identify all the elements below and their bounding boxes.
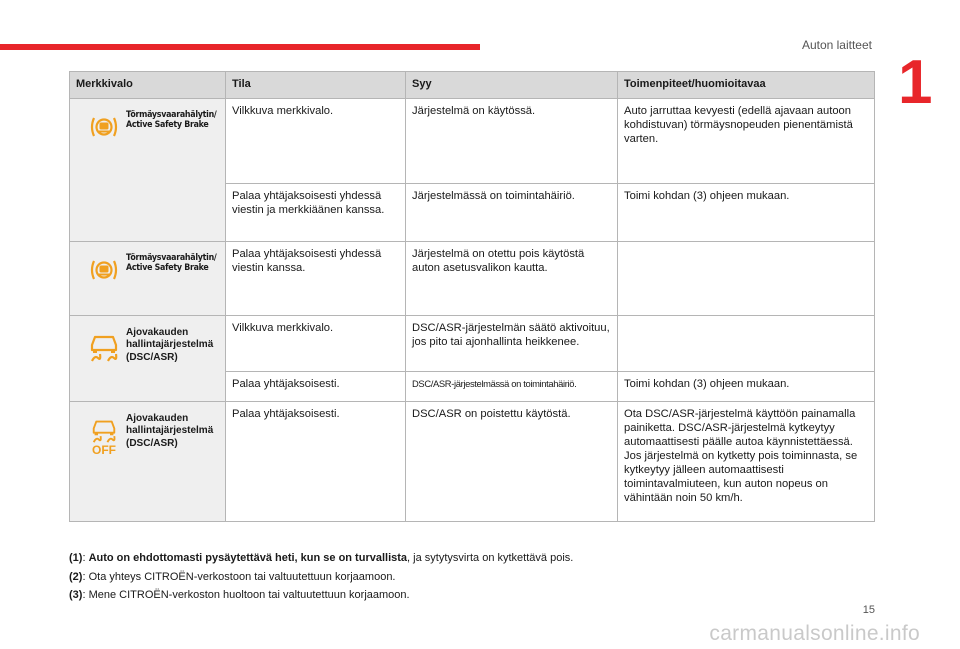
tila-cell: Palaa yhtäjaksoisesti. (226, 371, 406, 401)
lamp-cell (70, 315, 226, 401)
tila-cell: Palaa yhtäjaksoisesti yhdessä viestin ja merkkiäänen kanssa. (226, 183, 406, 241)
dsc-asr-icon (89, 333, 119, 363)
syy-cell: Järjestelmä on otettu pois käytöstä auton asetusvalikon kautta. (406, 241, 618, 315)
footnote-ref: (3) (69, 589, 83, 602)
footnotes (69, 549, 889, 605)
column-header-toimenpiteet: Toimenpiteet/huomioitavaa (618, 72, 875, 99)
active-safety-brake-icon (89, 259, 119, 281)
active-safety-brake-icon (89, 116, 119, 138)
column-header-syy: Syy (406, 72, 618, 99)
table-row (70, 98, 875, 183)
lamp-label: Törmäysvaarahälytin/ Active Safety Brake (126, 109, 217, 131)
syy-cell: Järjestelmä on käytössä. (406, 98, 618, 183)
footnote-2: (2): Ota yhteys CITROËN-verkostoon tai valtuutettuun korjaamoon. (69, 570, 396, 583)
syy-cell: DSC/ASR on poistettu käytöstä. (406, 401, 618, 521)
warning-lamp-table (69, 71, 875, 522)
toimenpide-cell: Toimi kohdan (3) ohjeen mukaan. (618, 371, 875, 401)
chapter-number: 1 (898, 48, 933, 117)
footnote-text: Ota yhteys CITROËN-verkostoon tai valtuutettuun korjaamoon. (88, 570, 396, 583)
syy-cell: Järjestelmässä on toimintahäiriö. (406, 183, 618, 241)
watermark: carmanualsonline.info (709, 622, 920, 645)
page-number: 15 (862, 604, 875, 616)
dsc-asr-off-icon (90, 419, 118, 443)
footnote-text: Mene CITROËN-verkoston huoltoon tai valtuutettuun korjaamoon. (88, 589, 410, 602)
lamp-cell (70, 401, 226, 521)
syy-cell (406, 371, 618, 401)
tila-cell: Palaa yhtäjaksoisesti. (226, 401, 406, 521)
footnote-ref: (1) (69, 552, 83, 564)
lamp-cell (70, 241, 226, 315)
section-title: Auton laitteet (801, 38, 872, 52)
table-row (70, 401, 875, 521)
footnote-3: (3): Mene CITROËN-verkoston huoltoon tai valtuutettuun korjaamoon. (69, 589, 410, 602)
column-header-tila: Tila (226, 72, 406, 99)
lamp-label: Törmäysvaarahälytin/ Active Safety Brake (126, 252, 217, 274)
toimenpide-cell: Auto jarruttaa kevyesti (edellä ajavaan autoon kohdistuvan) törmäysnopeuden pienentämistä varten. (618, 98, 875, 183)
toimenpide-cell: Ota DSC/ASR-järjestelmä käyttöön painamalla painiketta. DSC/ASR-järjestelmä kytkeytyy automaattisesti päälle autoa käynnistettäessä. Jos järjestelmä on kytketty pois toiminnasta, se kytkeytyy jälleen automaattisesti toimintavalmiuteen, kun auton nopeus on vähintään noin 50 km/h. (618, 401, 875, 521)
lamp-label: Ajovakauden hallintajärjestelmä (DSC/ASR) (126, 412, 214, 449)
toimenpide-cell: Toimi kohdan (3) ohjeen mukaan. (618, 183, 875, 241)
lamp-cell (70, 98, 226, 241)
footnote-ref: (2) (69, 570, 83, 583)
tila-cell: Vilkkuva merkkivalo. (226, 98, 406, 183)
footnote-1: (1): Auto on ehdottomasti pysäytettävä heti, kun se on turvallista, ja sytytysvirta on kytkettävä pois. (69, 552, 574, 564)
toimenpide-cell (618, 315, 875, 371)
table-header-row (70, 72, 875, 99)
off-icon-text: OFF (92, 442, 116, 457)
table-row (70, 315, 875, 371)
syy-text: DSC/ASR-järjestelmässä on toimintahäiriö. (412, 377, 577, 389)
tila-cell: Palaa yhtäjaksoisesti yhdessä viestin kanssa. (226, 241, 406, 315)
toimenpide-cell (618, 241, 875, 315)
footnote-text: , ja sytytysvirta on kytkettävä pois. (407, 552, 574, 564)
lamp-label: Ajovakauden hallintajärjestelmä (DSC/ASR) (126, 326, 214, 363)
table-row (70, 241, 875, 315)
syy-cell: DSC/ASR-järjestelmän säätö aktivoituu, jos pito tai ajonhallinta heikkenee. (406, 315, 618, 371)
accent-bar (0, 44, 480, 50)
footnote-bold-text: Auto on ehdottomasti pysäytettävä heti, kun se on turvallista (88, 552, 408, 564)
tila-cell: Vilkkuva merkkivalo. (226, 315, 406, 371)
column-header-merkkivalo: Merkkivalo (70, 72, 226, 99)
